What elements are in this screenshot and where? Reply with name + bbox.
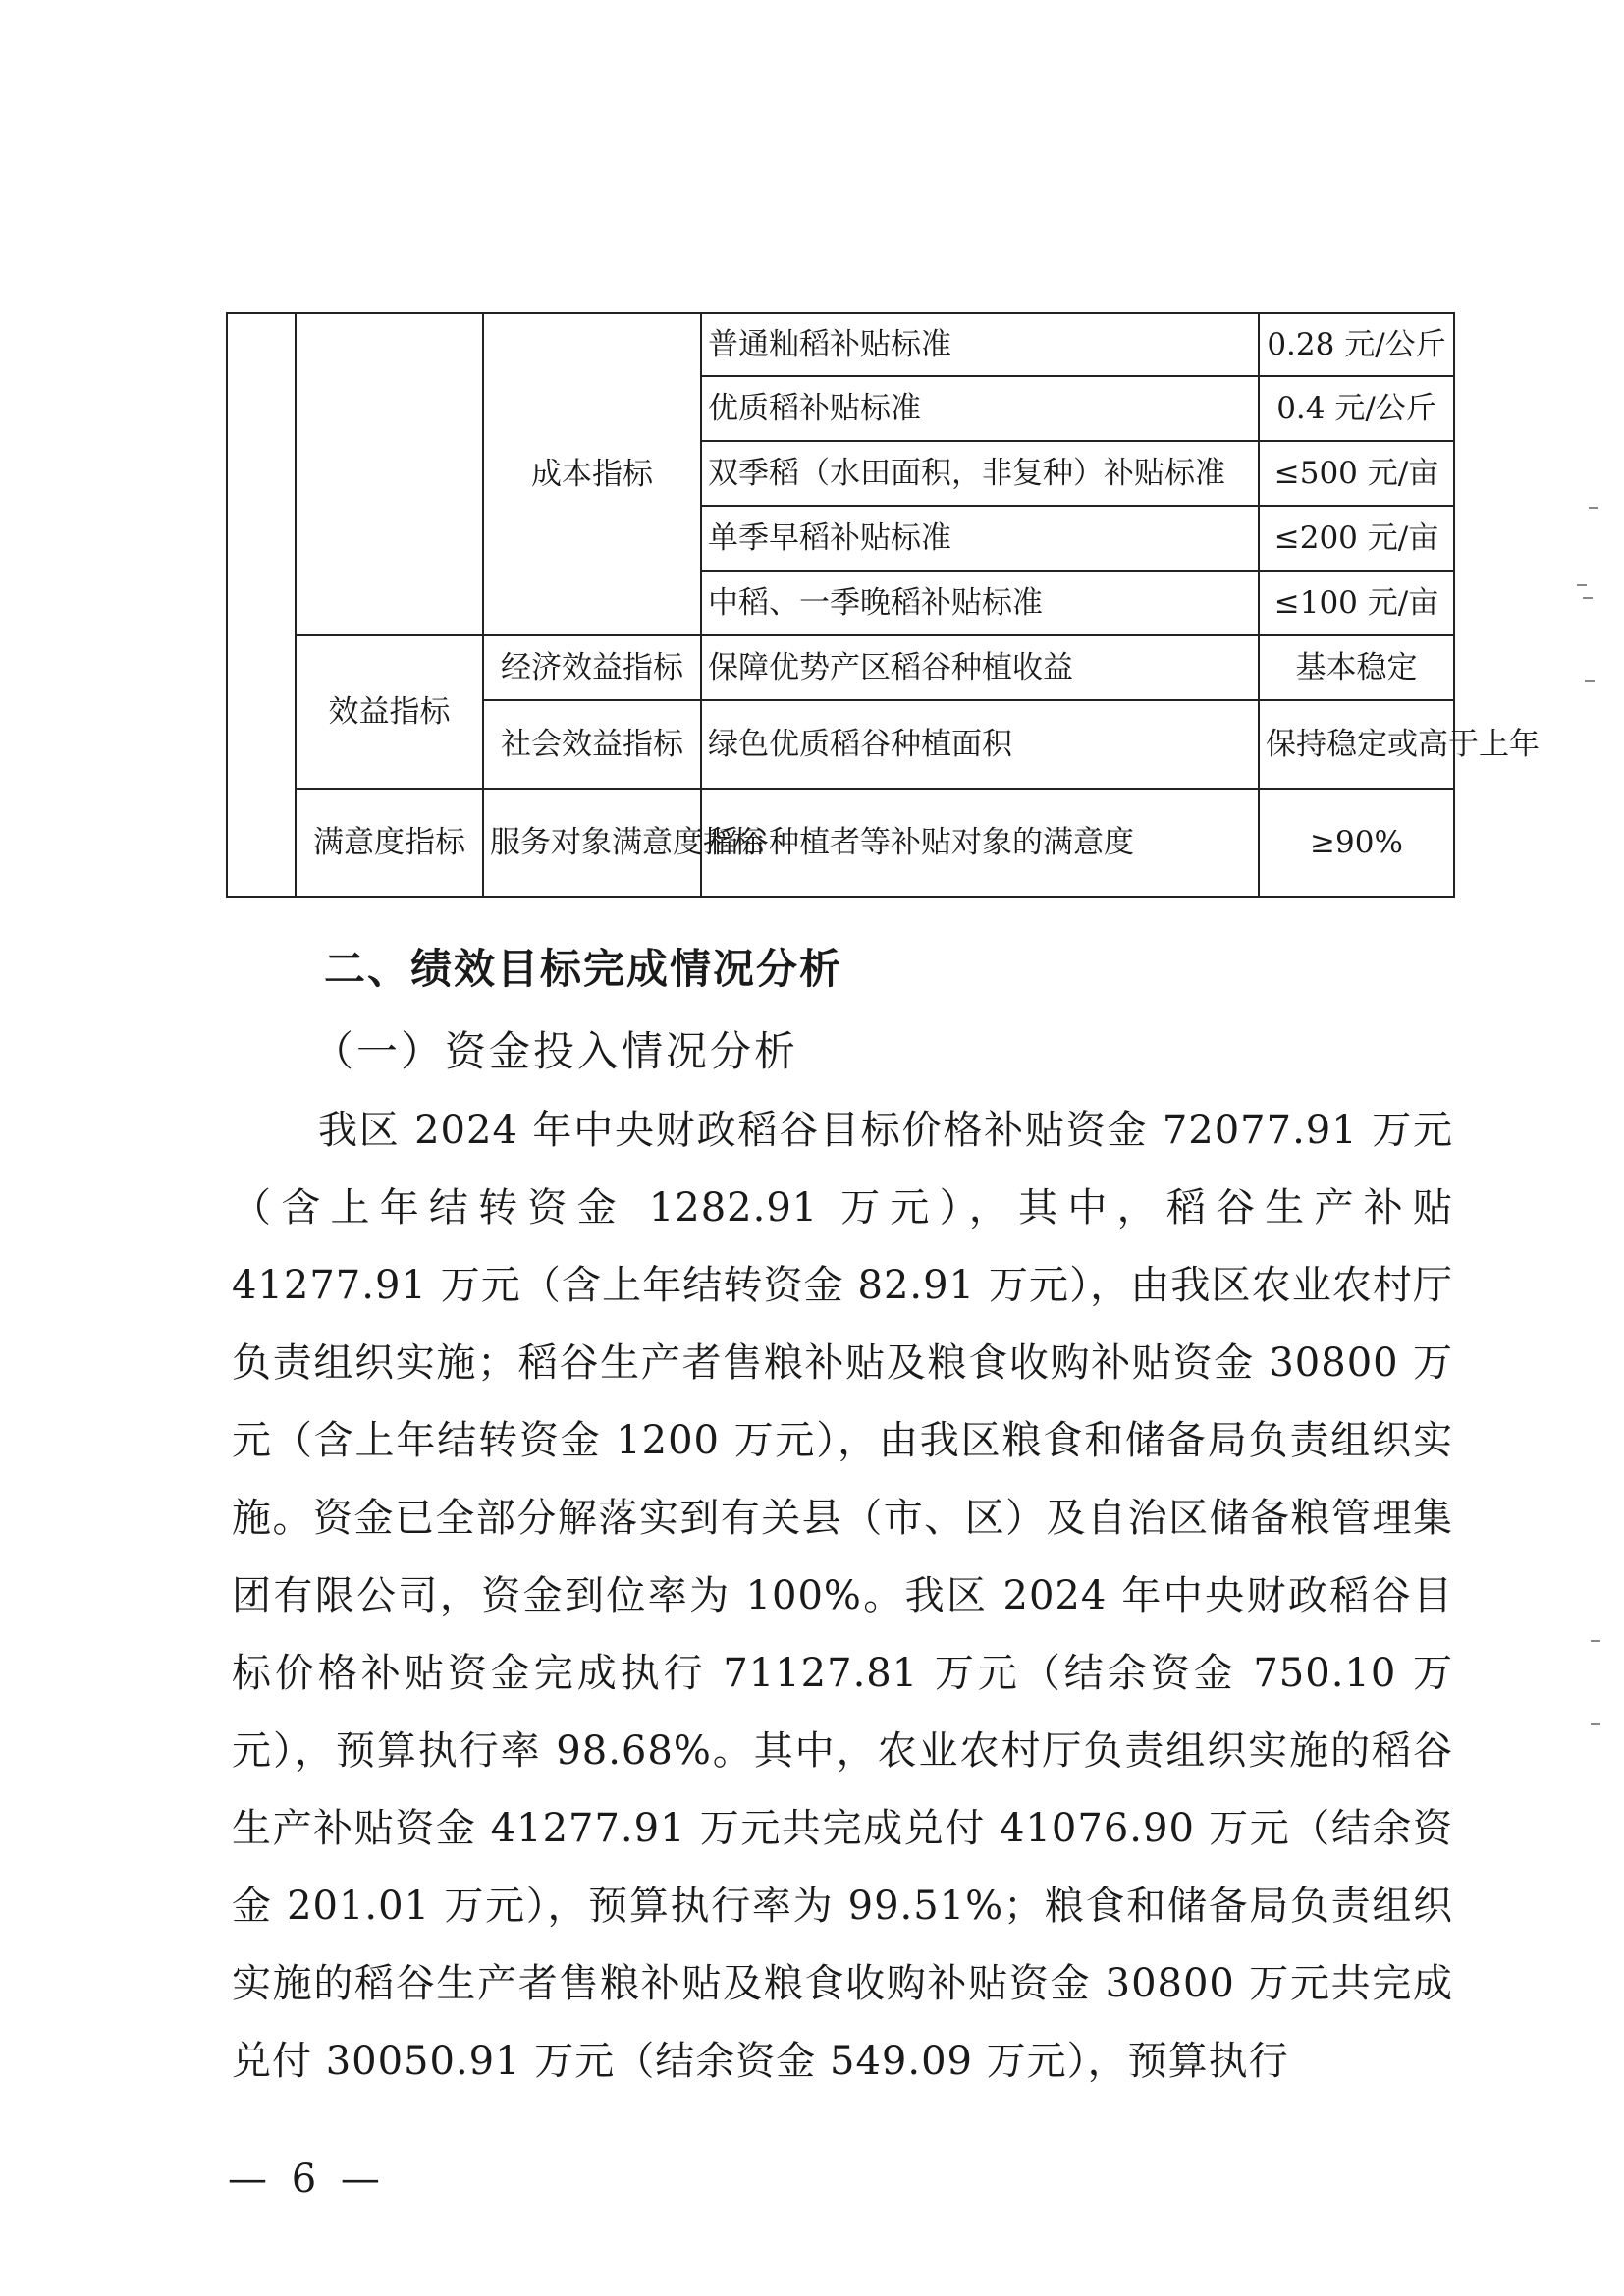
indicator-name: 双季稻（水田面积，非复种）补贴标准 xyxy=(701,441,1259,506)
indicator-name: 优质稻补贴标准 xyxy=(701,376,1259,441)
indicator-value: ≤100 元/亩 xyxy=(1259,571,1454,635)
indicator-value: ≥90% xyxy=(1259,789,1454,897)
performance-indicator-table xyxy=(226,312,1540,898)
table-row xyxy=(227,313,1454,376)
indicator-value: 0.28 元/公斤 xyxy=(1259,313,1454,376)
section-heading: 二、绩效目标完成情况分析 xyxy=(324,945,843,993)
social-benefit-label: 社会效益指标 xyxy=(483,700,701,789)
page-number: — 6 — xyxy=(228,2157,386,2202)
scan-mark xyxy=(1585,680,1595,682)
satisfaction-sub-label: 服务对象满意度指标 xyxy=(483,789,701,897)
indicator-name: 绿色优质稻谷种植面积 xyxy=(701,700,1259,789)
indicator-name: 保障优势产区稻谷种植收益 xyxy=(701,635,1259,700)
indicator-name: 稻谷种植者等补贴对象的满意度 xyxy=(701,789,1259,897)
benefit-indicator-label: 效益指标 xyxy=(296,635,483,789)
cost-indicator-label: 成本指标 xyxy=(483,313,701,635)
indicator-value: 基本稳定 xyxy=(1259,635,1454,700)
scan-mark xyxy=(1577,584,1587,586)
indicator-name: 中稻、一季晚稻补贴标准 xyxy=(701,571,1259,635)
table-row xyxy=(227,635,1454,700)
scan-mark xyxy=(1591,1640,1600,1642)
satisfaction-indicator-label: 满意度指标 xyxy=(296,789,483,897)
indicator-name: 单季早稻补贴标准 xyxy=(701,506,1259,571)
body-paragraph: 我区 2024 年中央财政稻谷目标价格补贴资金 72077.91 万元（含上年结转资金 1282.91 万元），其中，稻谷生产补贴 41277.91 万元（含上年结转资金 82.91 万元），由我区农业农村厅负责组织实施；稻谷生产者售粮补贴及粮食收购补贴资金 30800 万元（含上年结转资金 1200 万元），由我区粮食和储备局负责组织实施。资金已全部分解落实到有关县（市、区）及自治区储备粮管理集团有限公司，资金到位率为 100%。我区 2024 年中央财政稻谷目标价格补贴资金完成执行 71127.81 万元（结余资金 750.10 万元），预算执行率 98.68%。其中，农业农村厅负责组织实施的稻谷生产补贴资金 41277.91 万元共完成兑付 41076.90 万元（结余资金 201.01 万元），预算执行率为 99.51%；粮食和储备局负责组织实施的稻谷生产者售粮补贴及粮食收购补贴资金 30800 万元共完成兑付 30050.91 万元（结余资金 549.09 万元），预算执行 xyxy=(232,1108,1453,2084)
scan-mark xyxy=(1591,1723,1600,1725)
table-cell-level1-empty xyxy=(227,313,296,897)
indicator-value: ≤500 元/亩 xyxy=(1259,441,1454,506)
scan-mark xyxy=(1589,507,1598,509)
indicator-value: 保持稳定或高于上年 xyxy=(1259,700,1454,789)
table-row xyxy=(227,789,1454,897)
indicator-name: 普通籼稻补贴标准 xyxy=(701,313,1259,376)
table-cell-level2-empty xyxy=(296,313,483,635)
scan-mark xyxy=(1583,597,1593,599)
indicator-value: 0.4 元/公斤 xyxy=(1259,376,1454,441)
sub-heading: （一）资金投入情况分析 xyxy=(312,1027,799,1075)
economic-benefit-label: 经济效益指标 xyxy=(483,635,701,700)
indicator-value: ≤200 元/亩 xyxy=(1259,506,1454,571)
